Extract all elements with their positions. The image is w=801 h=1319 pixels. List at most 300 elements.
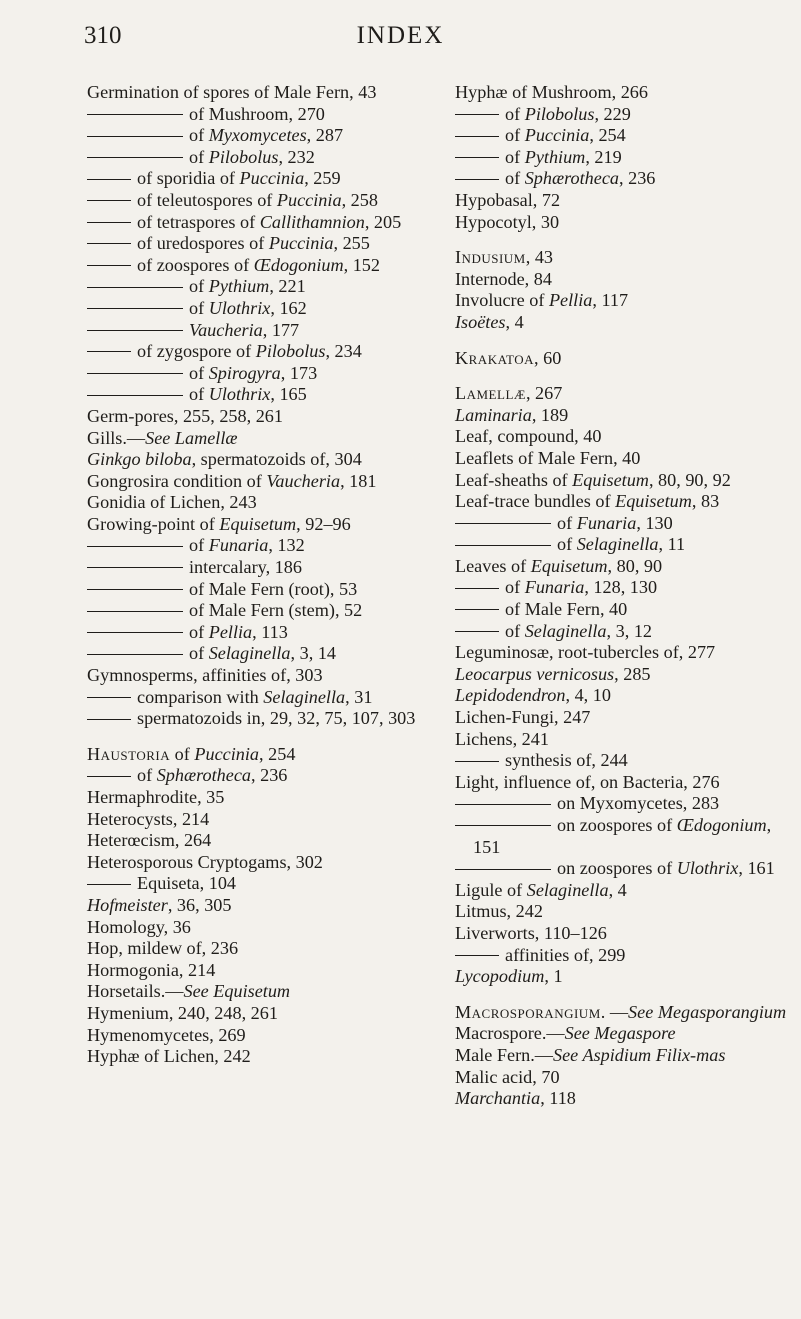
entry-text: Hop, mildew of, 236 [87, 938, 239, 959]
ditto-dash [87, 546, 183, 547]
entry-text: See Megasporangium [628, 1001, 787, 1022]
entry-text: Selaginella [208, 643, 291, 664]
ditto-dash [455, 588, 499, 589]
index-entry [455, 1045, 790, 1067]
index-entry [455, 190, 790, 212]
entry-text: Equisetum [219, 513, 297, 534]
ditto-dash [87, 222, 131, 223]
ditto-dash [87, 136, 183, 137]
index-entry [455, 125, 790, 147]
entry-text: Krakatoa [455, 347, 535, 368]
index-entry [87, 1046, 432, 1068]
entry-text: Gymnosperms, affinities of, 303 [87, 665, 323, 686]
entry-text: , 4, 10 [565, 685, 611, 706]
entry-text: See Megaspore [564, 1023, 676, 1044]
entry-text: affinities of, 299 [505, 944, 626, 965]
index-entry [455, 729, 790, 751]
entry-text: of Male Fern (stem), 52 [189, 600, 363, 621]
ditto-dash [87, 351, 131, 352]
entry-text: of Mushroom, 270 [189, 103, 325, 124]
index-entry [87, 320, 432, 342]
entry-text: Funaria [208, 535, 269, 556]
entry-text: , 4 [505, 311, 524, 332]
index-entry [87, 873, 432, 895]
ditto-dash [87, 884, 131, 885]
entry-text: , 152 [343, 254, 380, 275]
entry-text: Puccinia [239, 168, 305, 189]
index-entry [455, 448, 790, 470]
entry-text: Macrospore.— [455, 1023, 565, 1044]
entry-text: of [189, 125, 209, 146]
index-entry [455, 348, 790, 370]
index-entry [455, 470, 790, 492]
entry-text: of [505, 103, 525, 124]
entry-text: , spermatozoids of, 304 [191, 449, 362, 470]
entry-text: , 3, 14 [290, 643, 336, 664]
index-entry [455, 269, 790, 291]
entry-text: Puccinia [276, 189, 342, 210]
entry-text: , 36, 305 [167, 894, 232, 915]
entry-text: , 118 [540, 1088, 576, 1109]
index-entry [87, 212, 432, 234]
entry-text: Leaf-sheaths of [455, 469, 573, 490]
entry-text: of [189, 146, 209, 167]
ditto-dash [455, 825, 551, 826]
entry-text: , 219 [585, 146, 622, 167]
entry-text: of [189, 297, 209, 318]
index-entry [87, 852, 432, 874]
index-entry [455, 1023, 790, 1045]
ditto-dash [455, 179, 499, 180]
entry-text: of [505, 577, 525, 598]
ditto-dash [455, 523, 551, 524]
index-entry [87, 960, 432, 982]
index-entry [87, 622, 432, 644]
entry-text: Funaria [576, 512, 637, 533]
entry-text: of [189, 643, 209, 664]
index-entry [455, 1088, 790, 1110]
entry-text: Indusium [455, 247, 526, 268]
index-entry [87, 1003, 432, 1025]
entry-text: , 3, 12 [606, 620, 652, 641]
entry-text: of uredospores of [137, 233, 269, 254]
page-number: 310 [84, 22, 122, 49]
ditto-dash [455, 869, 551, 870]
ditto-dash [87, 287, 183, 288]
entry-text: , 11 [658, 534, 686, 555]
entry-text: , 229 [594, 103, 631, 124]
entry-text: , 113 [252, 621, 288, 642]
index-entry [455, 104, 790, 126]
entry-text: of [557, 534, 577, 555]
entry-text: Hymenium, 240, 248, 261 [87, 1002, 278, 1023]
index-entry [87, 255, 432, 277]
entry-text: of tetraspores of [137, 211, 260, 232]
index-entry [87, 298, 432, 320]
entry-text: Malic acid, 70 [455, 1066, 560, 1087]
index-entry [455, 599, 790, 621]
index-entry [455, 290, 790, 312]
entry-text: of sporidia of [137, 168, 240, 189]
entry-text: , 130 [636, 512, 673, 533]
entry-text: Selaginella [526, 879, 609, 900]
index-entry [87, 147, 432, 169]
entry-text: Gills.— [87, 427, 146, 448]
ditto-dash [87, 308, 183, 309]
index-entry [455, 491, 790, 513]
entry-text: Hyphæ of Mushroom, 266 [455, 82, 648, 102]
entry-text: Macrosporangium [455, 1001, 601, 1022]
ditto-dash [87, 243, 131, 244]
entry-text: Spirogyra [208, 362, 281, 383]
index-entry [455, 212, 790, 234]
entry-text: Pilobolus [208, 146, 279, 167]
entry-text: on Myxomycetes, 283 [557, 793, 720, 814]
entry-text: Pythium [524, 146, 586, 167]
entry-text: Internode, 84 [455, 268, 552, 289]
ditto-dash [87, 179, 131, 180]
entry-text: , 177 [262, 319, 300, 340]
index-entry [455, 664, 790, 686]
ditto-dash [87, 697, 131, 698]
entry-text: , 162 [270, 297, 307, 318]
entry-text: , 189 [531, 404, 569, 425]
entry-text: Lycopodium [455, 966, 545, 987]
entry-text: , 128, 130 [584, 577, 658, 598]
entry-text: Lamellæ [455, 383, 526, 404]
entry-text: , 161 [738, 858, 775, 879]
entry-text: Equisetum [530, 555, 608, 576]
ditto-dash [87, 776, 131, 777]
ditto-dash [87, 265, 131, 266]
ditto-dash [87, 395, 183, 396]
entry-text: Heterosporous Cryptogams, 302 [87, 851, 323, 872]
entry-text: Sphærotheca [156, 765, 251, 786]
entry-text: Hormogonia, 214 [87, 959, 216, 980]
index-entry [87, 895, 432, 917]
entry-text: of [189, 276, 209, 297]
entry-text: Hypocotyl, 30 [455, 211, 560, 232]
index-entry [455, 82, 790, 104]
entry-text: Callithamnion [259, 211, 365, 232]
entry-text: Pythium [208, 276, 270, 297]
entry-text: Vaucheria [266, 470, 341, 491]
entry-text: Male Fern.— [455, 1044, 553, 1065]
entry-text: Hofmeister [87, 894, 168, 915]
ditto-dash [455, 804, 551, 805]
entry-text: Pellia [208, 621, 253, 642]
ditto-dash [455, 631, 499, 632]
ditto-dash [87, 632, 183, 633]
entry-text: of [189, 535, 209, 556]
entry-text: , 1 [544, 966, 563, 987]
ditto-dash [87, 567, 183, 568]
entry-text: intercalary, 186 [189, 557, 302, 578]
entry-text: of [137, 765, 157, 786]
index-entry [87, 981, 432, 1003]
ditto-dash [87, 330, 183, 331]
entry-text: , 285 [614, 663, 651, 684]
ditto-dash [87, 611, 183, 612]
entry-text: Growing-point of [87, 513, 220, 534]
entry-text: of [505, 168, 525, 189]
entry-text: Ligule of [455, 879, 527, 900]
entry-text: of teleutospores of [137, 189, 277, 210]
index-entry [87, 535, 432, 557]
entry-text: of [505, 125, 525, 146]
entry-text: Marchantia [455, 1088, 541, 1109]
entry-text: Lichens, 241 [455, 728, 549, 749]
entry-text: Hypobasal, 72 [455, 189, 561, 210]
entry-text: Homology, 36 [87, 916, 191, 937]
entry-text: , 254 [589, 125, 626, 146]
entry-text: Selaginella [263, 686, 346, 707]
index-entry [87, 82, 432, 104]
entry-text: Equisetum [615, 491, 692, 512]
index-entry [455, 772, 790, 794]
entry-text: Involucre of [455, 290, 549, 311]
entry-text: , 80, 90, 92 [648, 469, 731, 490]
entry-text: Myxomycetes [208, 125, 307, 146]
entry-text: of [189, 384, 209, 405]
entry-text: , 4 [608, 879, 627, 900]
entry-text: Pellia [548, 290, 593, 311]
index-entry [87, 190, 432, 212]
entry-text: Leguminosæ, root-tubercles of, 277 [455, 642, 716, 663]
index-entry [87, 363, 432, 385]
page-header [0, 22, 801, 62]
index-entry [87, 665, 432, 687]
index-entry [455, 577, 790, 599]
index-entry [87, 449, 432, 471]
entry-text: Lichen-Fungi, 247 [455, 707, 591, 728]
index-entry [87, 341, 432, 363]
entry-text: Œdogonium [676, 815, 767, 835]
entry-text: on zoospores of [557, 815, 677, 835]
entry-text: Pilobolus [255, 341, 326, 362]
index-entry [87, 600, 432, 622]
ditto-dash [87, 589, 183, 590]
index-entry [455, 793, 790, 815]
entry-text: of Male Fern (root), 53 [189, 578, 358, 599]
entry-text: of [505, 620, 525, 641]
index-entry [87, 1025, 432, 1047]
entry-text: , 43 [525, 247, 554, 268]
index-entry [455, 147, 790, 169]
entry-text: on zoospores of [557, 858, 677, 879]
index-entry [87, 428, 432, 450]
index-entry [455, 621, 790, 643]
entry-text: Puccinia [194, 743, 260, 764]
entry-text: , 232 [278, 146, 315, 167]
index-entry [455, 405, 790, 427]
entry-text: , 236 [251, 765, 288, 786]
entry-text: Equiseta, 104 [137, 873, 237, 894]
entry-text: Ulothrix [208, 384, 271, 405]
index-entry [455, 945, 790, 967]
entry-text: , 165 [270, 384, 307, 405]
entry-text: , 151 [473, 815, 772, 857]
entry-text: Œdogonium [253, 254, 344, 275]
index-entry [455, 556, 790, 578]
entry-text: See Aspidium Filix-mas [553, 1044, 726, 1065]
ditto-dash [455, 609, 499, 610]
index-entry [87, 492, 432, 514]
index-entry [455, 534, 790, 556]
entry-text: synthesis of, 244 [505, 750, 628, 771]
index-column-left [87, 82, 432, 1068]
entry-text: Ginkgo biloba [87, 449, 192, 470]
entry-text: Hymenomycetes, 269 [87, 1024, 246, 1045]
entry-text: Horsetails.— [87, 981, 184, 1002]
index-entry [87, 708, 432, 730]
entry-text: Heterœcism, 264 [87, 830, 212, 851]
ditto-dash [87, 200, 131, 201]
page-title: INDEX [356, 22, 445, 49]
ditto-dash [455, 955, 499, 956]
index-entry [87, 168, 432, 190]
entry-text: Hyphæ of Lichen, 242 [87, 1046, 251, 1067]
index-entry [87, 830, 432, 852]
entry-text: Germ-pores, 255, 258, 261 [87, 405, 283, 426]
entry-text: Gongrosira condition of [87, 470, 267, 491]
index-entry [87, 579, 432, 601]
entry-text: Isoëtes [455, 311, 506, 332]
entry-text: Puccinia [268, 233, 334, 254]
entry-text: of Male Fern, 40 [505, 599, 628, 620]
entry-text: , 80, 90 [607, 555, 663, 576]
entry-text: Litmus, 242 [455, 901, 543, 922]
entry-text: Equisetum [572, 469, 649, 490]
ditto-dash [87, 157, 183, 158]
index-entry [455, 513, 790, 535]
ditto-dash [455, 114, 499, 115]
ditto-dash [87, 114, 183, 115]
index-entry [455, 750, 790, 772]
entry-text: , 234 [325, 341, 362, 362]
entry-text: , 173 [280, 362, 318, 383]
ditto-dash [455, 761, 499, 762]
entry-text: comparison with [137, 686, 264, 707]
entry-text: , 83 [691, 491, 720, 512]
entry-text: Gonidia of Lichen, 243 [87, 492, 257, 513]
index-entry [87, 938, 432, 960]
index-entry [455, 1002, 790, 1024]
entry-text: Leaves of [455, 555, 531, 576]
entry-text: Leocarpus vernicosus [455, 663, 615, 684]
index-entry [87, 765, 432, 787]
entry-text: , 236 [619, 168, 656, 189]
entry-text: Light, influence of, on Bacteria, 276 [455, 771, 720, 792]
entry-text: , 259 [304, 168, 341, 189]
entry-text: , 31 [345, 686, 373, 707]
index-entry [455, 707, 790, 729]
entry-text: Lepidodendron [455, 685, 566, 706]
ditto-dash [87, 373, 183, 374]
index-entry [87, 471, 432, 493]
index-entry [87, 125, 432, 147]
index-entry [455, 880, 790, 902]
entry-text: , 221 [269, 276, 306, 297]
index-entry [87, 406, 432, 428]
entry-text: of [170, 743, 195, 764]
entry-text: Leaf, compound, 40 [455, 426, 602, 447]
entry-text: of [189, 362, 209, 383]
ditto-dash [87, 654, 183, 655]
ditto-dash [455, 136, 499, 137]
ditto-dash [455, 545, 551, 546]
entry-text: of zoospores of [137, 254, 254, 275]
index-entry [455, 685, 790, 707]
entry-text: , 92–96 [296, 513, 351, 534]
entry-text: Heterocysts, 214 [87, 808, 210, 829]
entry-text: Selaginella [576, 534, 659, 555]
index-entry [455, 923, 790, 945]
index-entry [87, 557, 432, 579]
ditto-dash [87, 719, 131, 720]
index-entry [87, 104, 432, 126]
index-entry [87, 687, 432, 709]
entry-text: Hermaphrodite, 35 [87, 787, 225, 807]
entry-text: Haustoria [87, 743, 171, 764]
entry-text: Vaucheria [189, 319, 263, 340]
entry-text: , 132 [268, 535, 305, 556]
entry-text: , 258 [341, 189, 378, 210]
entry-text: Pilobolus [524, 103, 595, 124]
index-entry [87, 384, 432, 406]
index-entry [455, 901, 790, 923]
entry-text: Funaria [524, 577, 585, 598]
entry-text: Germination of spores of Male Fern, 43 [87, 82, 377, 102]
index-entry [455, 247, 790, 269]
entry-text: Puccinia [524, 125, 590, 146]
entry-text: Leaflets of Male Fern, 40 [455, 447, 641, 468]
index-entry [87, 744, 432, 766]
entry-text: , 205 [364, 211, 402, 232]
entry-text: . — [600, 1001, 629, 1022]
index-entry [87, 917, 432, 939]
index-entry [455, 312, 790, 334]
entry-text: Leaf-trace bundles of [455, 491, 616, 512]
index-entry [455, 966, 790, 988]
index-entry [455, 815, 790, 858]
entry-text: Selaginella [524, 620, 607, 641]
entry-text: of zygospore of [137, 341, 256, 362]
index-entry [87, 809, 432, 831]
entry-text: , 60 [534, 347, 562, 368]
ditto-dash [455, 157, 499, 158]
index-entry [87, 787, 432, 809]
index-entry [87, 643, 432, 665]
entry-text: Laminaria [455, 404, 532, 425]
entry-text: , 267 [525, 383, 563, 404]
entry-text: Ulothrix [676, 858, 739, 879]
entry-text: , 117 [592, 290, 629, 311]
index-entry [455, 642, 790, 664]
entry-text: of [505, 146, 525, 167]
entry-text: , 255 [333, 233, 370, 254]
entry-text: , 181 [340, 470, 377, 491]
index-entry [455, 168, 790, 190]
entry-text: of [189, 621, 209, 642]
index-column-right [455, 82, 790, 1110]
index-entry [87, 276, 432, 298]
entry-text: Liverworts, 110–126 [455, 922, 607, 943]
entry-text: See Lamellæ [145, 427, 238, 448]
index-entry [455, 858, 790, 880]
entry-text: of [557, 512, 577, 533]
entry-text: , 287 [306, 125, 344, 146]
